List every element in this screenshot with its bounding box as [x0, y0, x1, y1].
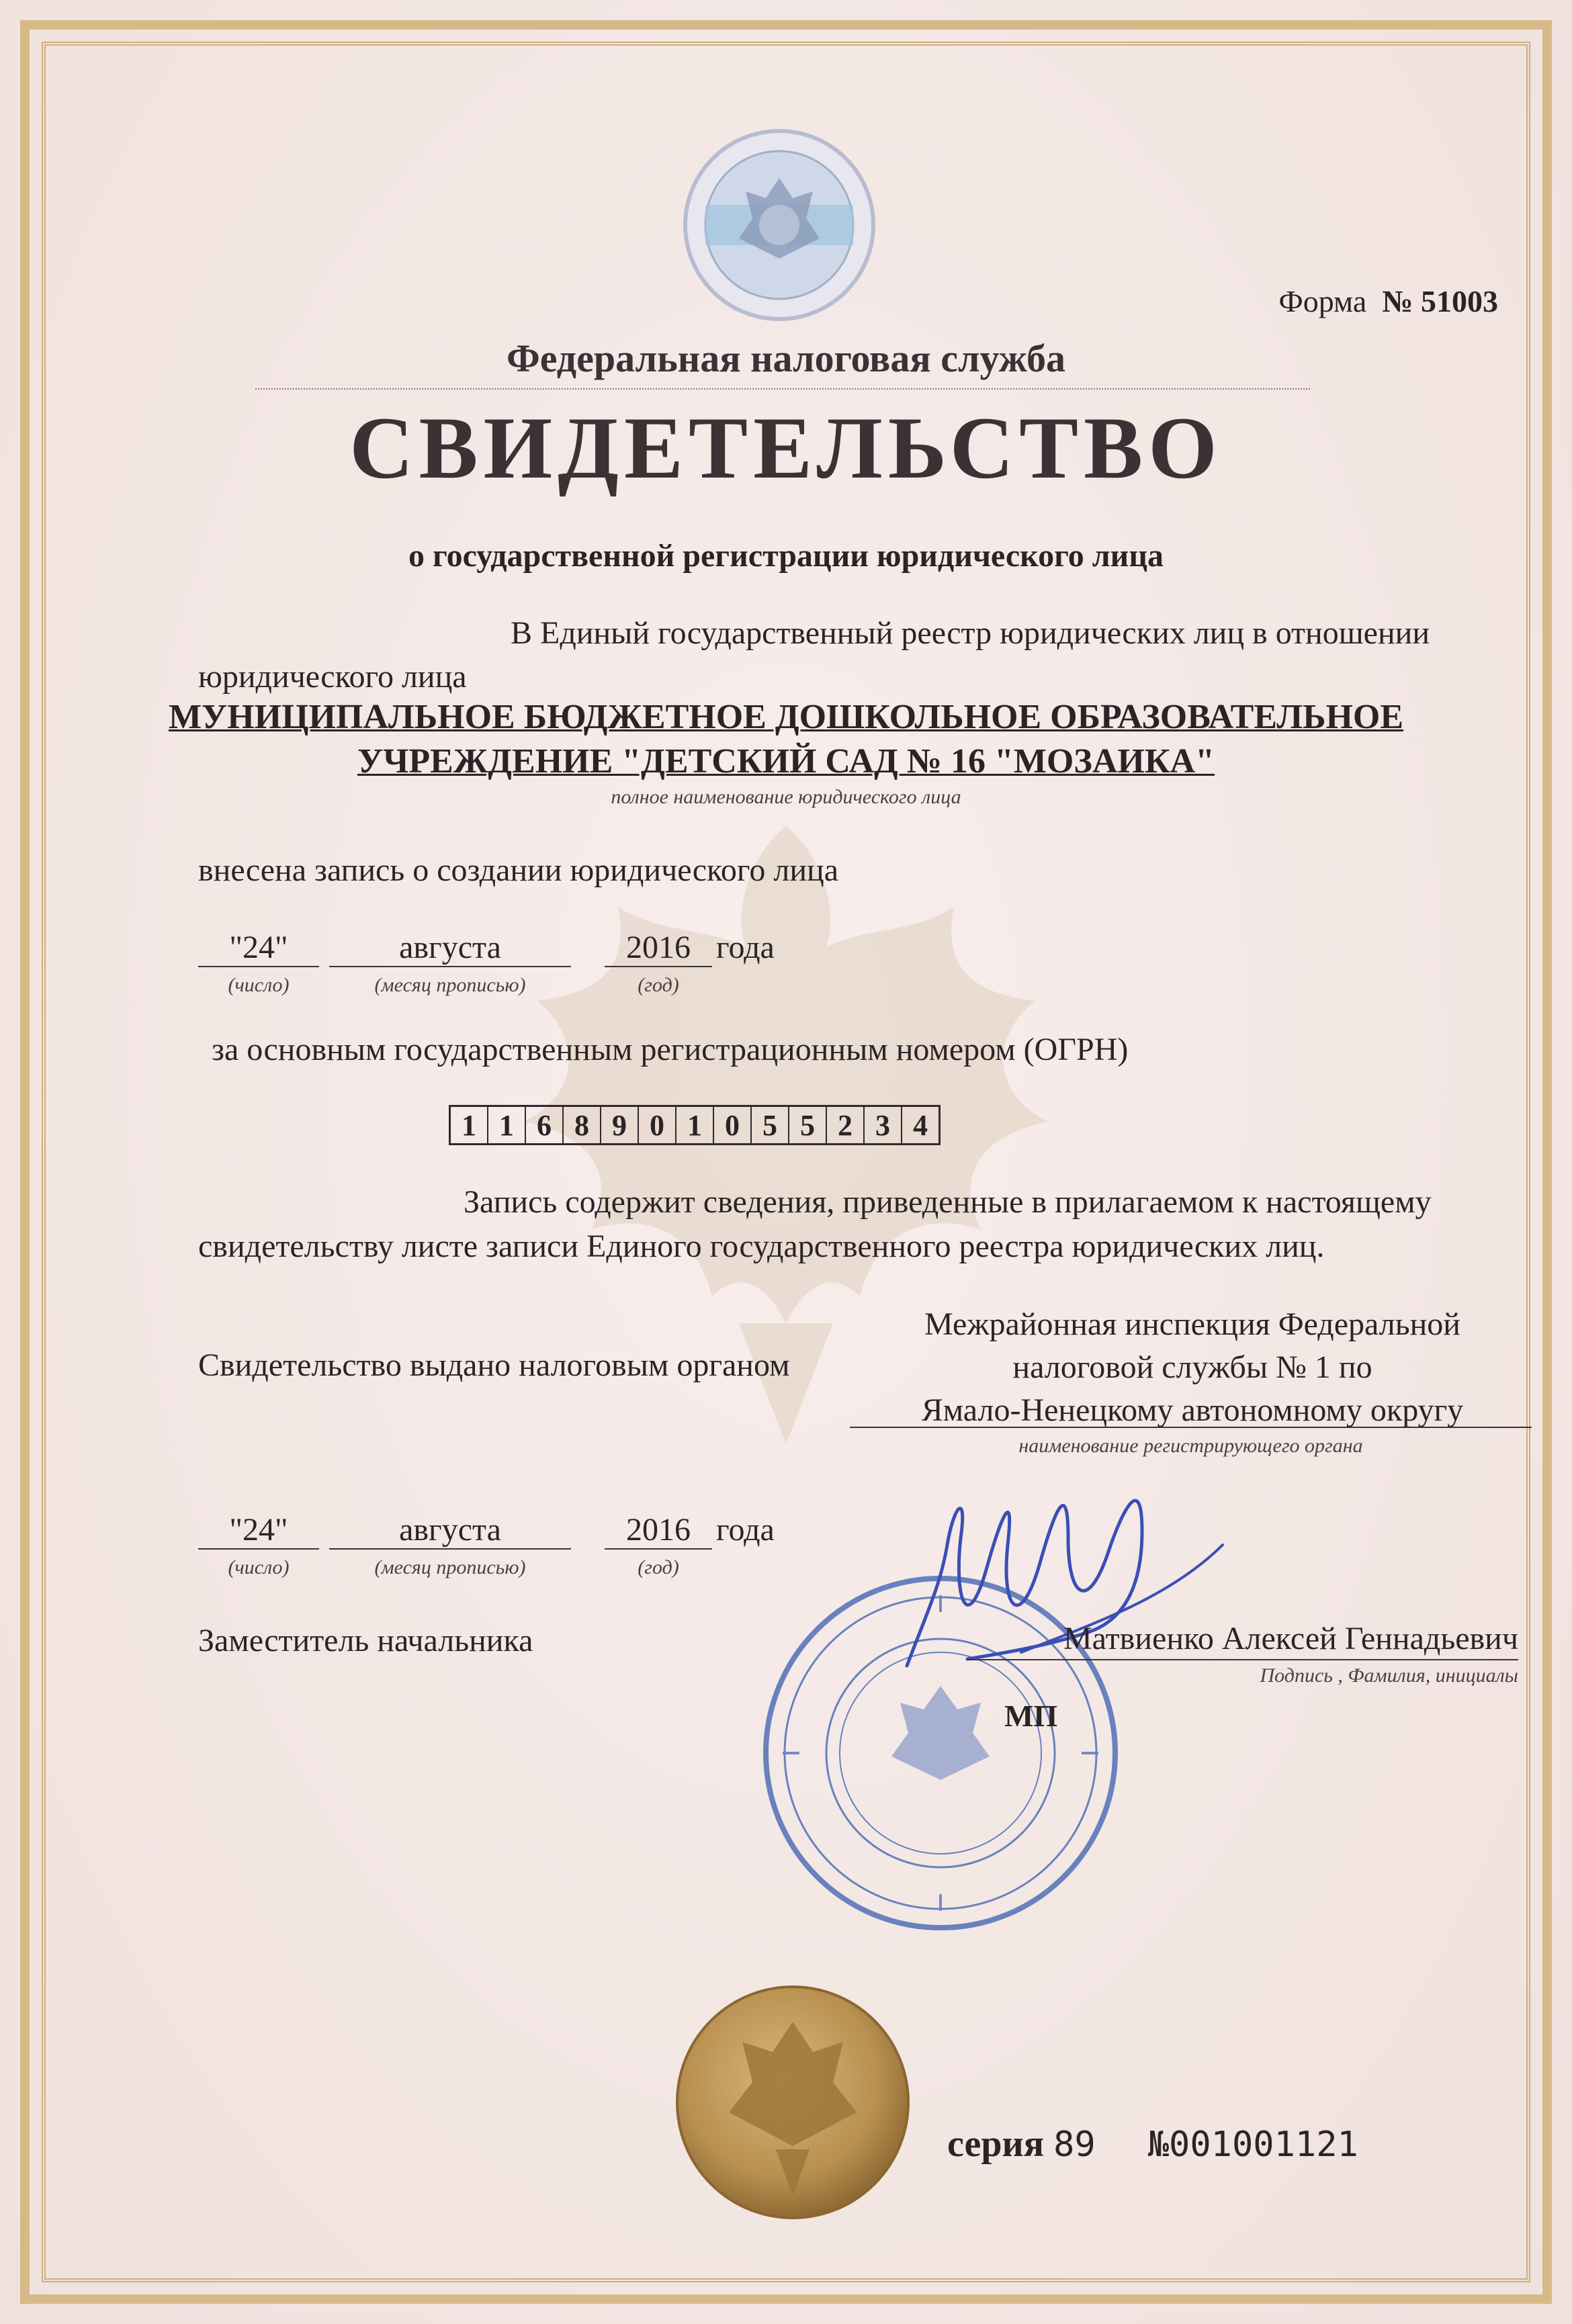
date2-year: 2016: [605, 1511, 712, 1550]
issuer-caption: наименование регистрирующего органа: [1018, 1435, 1363, 1457]
date1-year-caption: (год): [638, 974, 679, 996]
ogrn-label: за основным государственным регистрационным номером (ОГРН): [212, 1032, 1129, 1067]
entry-text: внесена запись о создании юридического лица: [198, 852, 839, 888]
series-value: 89: [1053, 2125, 1096, 2165]
certificate-subtitle: о государственной регистрации юридического лица: [408, 538, 1164, 574]
authority-name: Федеральная налоговая служба: [506, 337, 1066, 380]
issuer-underline: [850, 1427, 1532, 1428]
signature-caption: Подпись , Фамилия, инициалы: [1260, 1664, 1518, 1687]
issuer-line-2: налоговой службы № 1 по: [1012, 1349, 1372, 1385]
org-name-line-1: МУНИЦИПАЛЬНОЕ БЮДЖЕТНОЕ ДОШКОЛЬНОЕ ОБРАЗОВАТЕЛЬНОЕ: [168, 698, 1404, 736]
series-number: [947, 2122, 1358, 2165]
organization-name: [0, 695, 1572, 784]
intro-line-1: В Единый государственный реестр юридических лиц в отношении: [511, 615, 1430, 651]
ogrn-digit: 0: [714, 1107, 752, 1143]
certificate-title: СВИДЕТЕЛЬСТВО: [349, 398, 1223, 497]
date2-day: "24": [198, 1511, 319, 1550]
record-line-1: Запись содержит сведения, приведенные в прилагаемом к настоящему: [464, 1184, 1432, 1220]
issuer-line-1: Межрайонная инспекция Федеральной: [924, 1306, 1460, 1342]
form-prefix: Форма: [1278, 284, 1367, 318]
ogrn-digit: 5: [752, 1107, 789, 1143]
stamp-place-label: МП: [1004, 1699, 1058, 1733]
gold-seal: [672, 1981, 914, 2223]
date1-day: "24": [198, 929, 319, 967]
date2-month: августа: [329, 1511, 571, 1550]
ogrn-digit: 5: [789, 1107, 827, 1143]
date1-day-caption: (число): [228, 974, 290, 996]
org-name-line-2: УЧРЕЖДЕНИЕ "ДЕТСКИЙ САД № 16 "МОЗАИКА": [357, 742, 1215, 780]
date1-year: 2016: [605, 929, 712, 967]
date1-month-caption: (месяц прописью): [374, 974, 526, 996]
date2-month-caption: (месяц прописью): [374, 1556, 526, 1578]
blank-number: №001001121: [1147, 2125, 1358, 2165]
org-name-caption: полное наименование юридического лица: [611, 786, 961, 808]
signatory-name: Матвиенко Алексей Геннадьевич: [1063, 1621, 1518, 1656]
series-label: серия: [947, 2123, 1045, 2165]
issued-by-label: Свидетельство выдано налоговым органом: [198, 1347, 790, 1383]
date2-year-caption: (год): [638, 1556, 679, 1578]
form-code: № 51003: [1382, 284, 1498, 318]
ogrn-digit: 1: [676, 1107, 714, 1143]
signature-line: [967, 1659, 1518, 1660]
signatory-position: Заместитель начальника: [198, 1623, 533, 1658]
date2-suffix: года: [716, 1512, 775, 1548]
ogrn-digit: 4: [913, 1108, 928, 1142]
ogrn-digit: 2: [827, 1107, 865, 1143]
ogrn-digit: 6: [526, 1107, 564, 1143]
ogrn-number-boxes: [449, 1105, 941, 1145]
header-divider: [255, 388, 1310, 390]
date1-month: августа: [329, 929, 571, 967]
ogrn-digit: 0: [639, 1107, 676, 1143]
intro-line-2: юридического лица: [198, 659, 467, 695]
form-number: [1278, 283, 1498, 319]
hologram-emblem: [679, 124, 880, 326]
issuing-authority: [853, 1303, 1532, 1432]
ogrn-digit: 1: [488, 1107, 526, 1143]
issuer-line-3: Ямало-Ненецкому автономному округу: [921, 1392, 1464, 1428]
date2-day-caption: (число): [228, 1556, 290, 1578]
date1-suffix: года: [716, 930, 775, 965]
ogrn-digit: 9: [601, 1107, 639, 1143]
ogrn-digit: 1: [451, 1107, 488, 1143]
ogrn-digit: 8: [564, 1107, 601, 1143]
ogrn-digit: 3: [865, 1107, 902, 1143]
record-line-2: свидетельству листе записи Единого государственного реестра юридических лиц.: [198, 1228, 1325, 1264]
